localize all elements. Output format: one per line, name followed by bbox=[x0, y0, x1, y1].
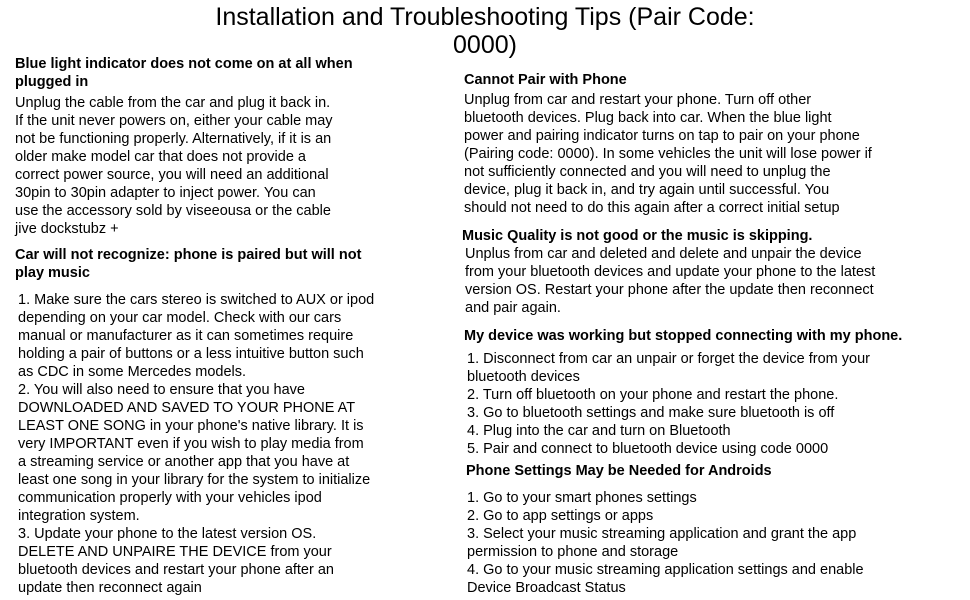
section-heading: Blue light indicator does not come on at all when plugged in bbox=[15, 56, 353, 90]
steps-list bbox=[467, 350, 964, 458]
list-item: 2. You will also need to ensure that you have DOWNLOADED AND SAVED TO YOUR PHONE AT LEAST ONE SONG in your phone's native library. It is very IMPORTANT even if you wish to play media from a streaming service or another app that you have at least one song in your library for the system to initialize communication properly with your vehicles ipod integration system. bbox=[18, 382, 371, 524]
list-item: 3. Select your music streaming application and grant the app permission to phone and storage bbox=[467, 526, 857, 560]
section-body: Unplus from car and deleted and delete and unpair the device from your bluetooth devices and update your phone to the latest version OS. Restart your phone after the update then reconnect and pair again. bbox=[465, 246, 876, 316]
section-body: Unplug the cable from the car and plug it back in. If the unit never powers on, either your cable may not be functioning properly. Alternatively, if it is an older make model car that does not provide a correct power source, you will need an additional 30pin to 30pin adapter to inject power. You can use the accessory sold by viseeousa or the cable jive dockstubz + bbox=[15, 95, 333, 237]
section-music-quality bbox=[462, 227, 962, 317]
list-item: 1. Disconnect from car an unpair or forget the device from your bluetooth devices bbox=[467, 351, 870, 385]
section-stopped-connecting bbox=[464, 327, 964, 458]
list-item: 2. Turn off bluetooth on your phone and restart the phone. bbox=[467, 387, 839, 403]
list-item: 5. Pair and connect to bluetooth device using code 0000 bbox=[467, 441, 829, 457]
section-android-settings bbox=[466, 462, 966, 597]
list-item: 2. Go to app settings or apps bbox=[467, 508, 654, 524]
list-item: 4. Plug into the car and turn on Bluetooth bbox=[467, 423, 731, 439]
section-car-not-recognize bbox=[15, 246, 455, 597]
steps-list bbox=[18, 291, 455, 597]
section-cannot-pair bbox=[464, 71, 964, 217]
section-heading: My device was working but stopped connecting with my phone. bbox=[464, 328, 903, 344]
section-heading: Car will not recognize: phone is paired but will not play music bbox=[15, 247, 362, 281]
list-item: 1. Make sure the cars stereo is switched to AUX or ipod depending on your car model. Check with our cars manual or manufacturer as it can sometimes require holding a pair of buttons or a less intuitive button such as CDC in some Mercedes models. bbox=[18, 292, 375, 380]
list-item: 3. Update your phone to the latest version OS. DELETE AND UNPAIRE THE DEVICE from your bluetooth devices and restart your phone after an update then reconnect again bbox=[18, 526, 334, 596]
section-heading: Music Quality is not good or the music is skipping. bbox=[462, 228, 813, 244]
list-item: 3. Go to bluetooth settings and make sure bluetooth is off bbox=[467, 405, 835, 421]
page-title: Installation and Troubleshooting Tips (Pair Code: 0000) bbox=[215, 3, 755, 59]
section-heading: Phone Settings May be Needed for Androids bbox=[466, 463, 772, 479]
section-blue-light bbox=[15, 55, 455, 238]
section-heading: Cannot Pair with Phone bbox=[464, 72, 627, 88]
section-body: Unplug from car and restart your phone. Turn off other bluetooth devices. Plug back into car. When the blue light power and pairing indicator turns on tap to pair on your phone (Pairing code: 0000). In some vehicles the unit will lose power if not sufficiently connected and you will need to unplug the device, plug it back in, and try again until successful. You should not need to do this again after a correct initial setup bbox=[464, 92, 872, 216]
list-item: 4. Go to your music streaming application settings and enable Device Broadcast Status bbox=[467, 562, 864, 596]
steps-list bbox=[467, 489, 966, 597]
list-item: 1. Go to your smart phones settings bbox=[467, 490, 697, 506]
